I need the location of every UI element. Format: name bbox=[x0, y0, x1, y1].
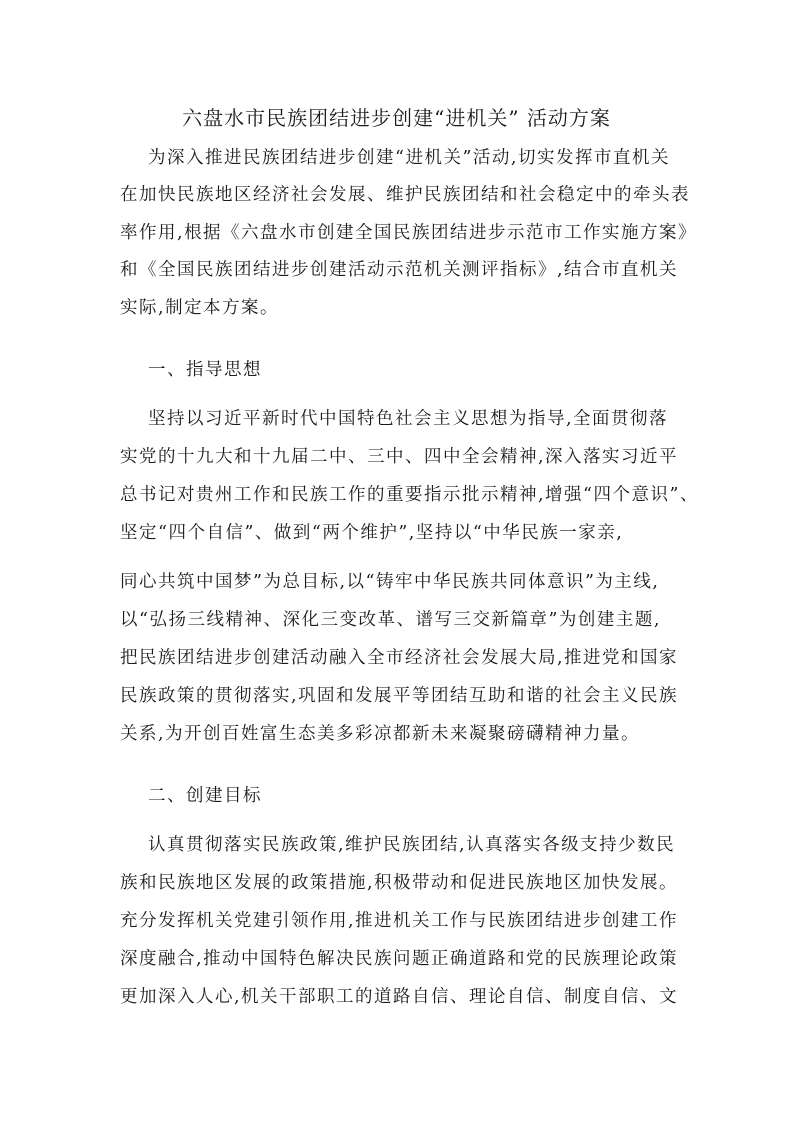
paragraph-line: 把民族团结进步创建活动融入全市经济社会发展大局,推进党和国家 bbox=[120, 648, 679, 668]
section-heading-guiding-ideology: 一、指导思想 bbox=[148, 360, 262, 380]
intro-line: 和《全国民族团结进步创建活动示范机关测评指标》,结合市直机关 bbox=[120, 260, 679, 280]
paragraph-line: 实党的十九大和十九届二中、三中、四中全会精神,深入落实习近平 bbox=[120, 447, 679, 467]
paragraph-line: 更加深入人心,机关干部职工的道路自信、理论自信、制度自信、文 bbox=[120, 987, 679, 1007]
intro-line: 实际,制定本方案。 bbox=[120, 298, 280, 318]
paragraph-line: 总书记对贵州工作和民族工作的重要指示批示精神,增强“四个意识”、 bbox=[120, 485, 699, 505]
intro-line: 率作用,根据《六盘水市创建全国民族团结进步示范市工作实施方案》 bbox=[120, 223, 698, 243]
paragraph-line: 民族政策的贯彻落实,巩固和发展平等团结互助和谐的社会主义民族 bbox=[120, 686, 679, 706]
paragraph-line: 坚定“四个自信”、做到“两个维护”,坚持以“中华民族一家亲, bbox=[120, 523, 624, 543]
intro-line: 为深入推进民族团结进步创建“进机关”活动,切实发挥市直机关 bbox=[148, 148, 670, 168]
paragraph-line: 深度融合,推动中国特色解决民族问题正确道路和党的民族理论政策 bbox=[120, 949, 679, 969]
section-heading-goals: 二、创建目标 bbox=[148, 786, 262, 806]
paragraph-line: 认真贯彻落实民族政策,维护民族团结,认真落实各级支持少数民 bbox=[148, 835, 676, 855]
paragraph-line: 以“弘扬三线精神、深化三变改革、谱写三交新篇章”为创建主题, bbox=[120, 610, 661, 630]
document-title: 六盘水市民族团结进步创建“进机关” 活动方案 bbox=[182, 106, 611, 130]
paragraph-line: 族和民族地区发展的政策措施,积极带动和促进民族地区加快发展。 bbox=[120, 873, 679, 893]
paragraph-line: 坚持以习近平新时代中国特色社会主义思想为指导,全面贯彻落 bbox=[148, 409, 669, 429]
paragraph-line: 同心共筑中国梦”为总目标,以“铸牢中华民族共同体意识”为主线, bbox=[120, 572, 660, 592]
paragraph-line: 充分发挥机关党建引领作用,推进机关工作与民族团结进步创建工作 bbox=[120, 911, 679, 931]
paragraph-line: 关系,为开创百姓富生态美多彩凉都新未来凝聚磅礴精神力量。 bbox=[120, 724, 641, 744]
intro-line: 在加快民族地区经济社会发展、维护民族团结和社会稳定中的牵头表 bbox=[120, 185, 690, 205]
